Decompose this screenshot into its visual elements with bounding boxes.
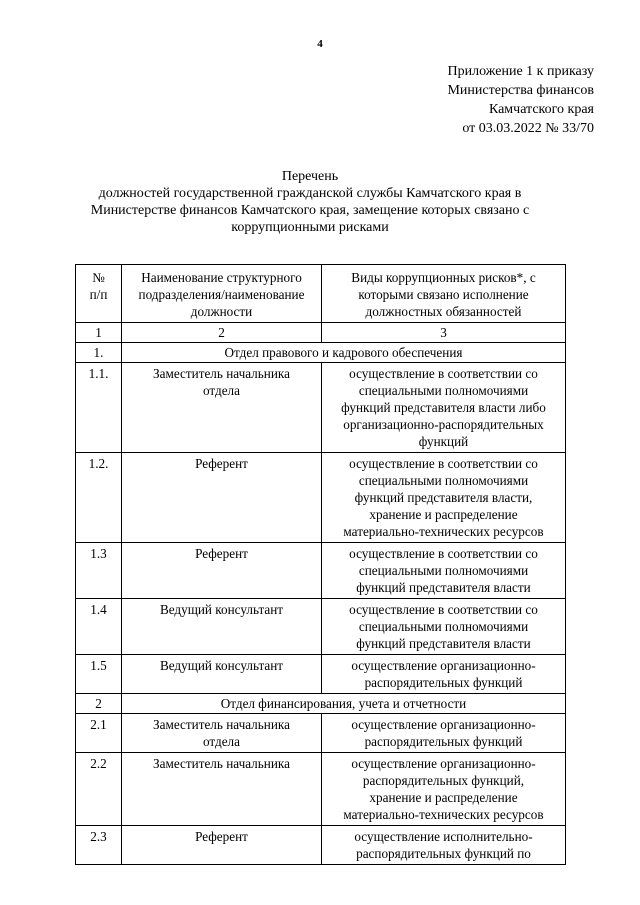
appendix-line: Министерства финансов bbox=[447, 83, 594, 98]
section-number-cell: 1. bbox=[76, 343, 122, 363]
table-row bbox=[76, 714, 566, 753]
header-text: должностных обязанностей bbox=[365, 304, 522, 319]
section-row bbox=[76, 343, 566, 363]
risk-text: хранение и распределение bbox=[369, 790, 518, 805]
column-number-cell: 3 bbox=[322, 323, 566, 343]
row-number-cell: 1.2. bbox=[76, 453, 122, 543]
title-line: Министерстве финансов Камчатского края, замещение которых связано с bbox=[90, 203, 530, 218]
risk-text: осуществление в соответствии со bbox=[349, 602, 538, 617]
risk-text: организационно-распорядительных bbox=[343, 417, 544, 432]
row-number-cell: 2.2 bbox=[76, 753, 122, 826]
risk-text: осуществление организационно- bbox=[351, 658, 536, 673]
table-body bbox=[76, 265, 566, 865]
position-text: Заместитель начальника bbox=[153, 756, 290, 771]
table-row bbox=[76, 753, 566, 826]
risk-text: материально-технических ресурсов bbox=[343, 524, 544, 539]
header-text: Виды коррупционных рисков*, с bbox=[351, 270, 536, 285]
table-header-row bbox=[76, 265, 566, 323]
risk-text: специальными полномочиями bbox=[358, 473, 529, 488]
header-position-cell bbox=[122, 265, 322, 323]
position-text: Референт bbox=[195, 829, 248, 844]
row-number-cell: 1.4 bbox=[76, 599, 122, 655]
risk-text: функций представителя власти либо bbox=[341, 400, 546, 415]
table-row bbox=[76, 655, 566, 694]
risk-text: функций представителя власти bbox=[356, 580, 531, 595]
risk-text: осуществление в соответствии со bbox=[349, 546, 538, 561]
title-heading: Перечень bbox=[281, 169, 339, 184]
row-position-cell bbox=[122, 753, 322, 826]
risk-text: функций bbox=[418, 434, 469, 449]
header-text: п/п bbox=[89, 287, 108, 302]
risk-text: осуществление организационно- bbox=[351, 756, 536, 771]
position-text: отдела bbox=[202, 383, 240, 398]
table-row bbox=[76, 543, 566, 599]
header-text: которыми связано исполнение bbox=[358, 287, 529, 302]
positions-table bbox=[75, 264, 566, 865]
risk-text: распорядительных функций, bbox=[362, 773, 525, 788]
risk-text: функций представителя власти, bbox=[354, 490, 533, 505]
position-text: Референт bbox=[195, 456, 248, 471]
position-text: Ведущий консультант bbox=[159, 658, 284, 673]
table-row bbox=[76, 453, 566, 543]
position-text: Заместитель начальника bbox=[153, 717, 290, 732]
section-title-cell: Отдел правового и кадрового обеспечения bbox=[122, 343, 566, 363]
row-risk-cell bbox=[322, 753, 566, 826]
row-position-cell bbox=[122, 599, 322, 655]
risk-text: специальными полномочиями bbox=[358, 383, 529, 398]
table-row bbox=[76, 599, 566, 655]
row-risk-cell bbox=[322, 826, 566, 865]
row-number-cell: 1.3 bbox=[76, 543, 122, 599]
appendix-block bbox=[447, 62, 594, 138]
section-title-cell: Отдел финансирования, учета и отчетности bbox=[122, 694, 566, 714]
position-text: Ведущий консультант bbox=[159, 602, 284, 617]
table-row bbox=[76, 363, 566, 453]
risk-text: осуществление организационно- bbox=[351, 717, 536, 732]
row-position-cell bbox=[122, 543, 322, 599]
row-number-cell: 2.1 bbox=[76, 714, 122, 753]
position-text: Референт bbox=[195, 546, 248, 561]
row-number-cell: 1.1. bbox=[76, 363, 122, 453]
risk-text: функций представителя власти bbox=[356, 636, 531, 651]
header-text: подразделения/наименование bbox=[138, 287, 305, 302]
row-position-cell bbox=[122, 363, 322, 453]
page-number: 4 bbox=[317, 38, 323, 50]
risk-text: материально-технических ресурсов bbox=[343, 807, 544, 822]
row-risk-cell bbox=[322, 543, 566, 599]
risk-text: распорядительных функций bbox=[364, 675, 523, 690]
row-number-cell: 2.3 bbox=[76, 826, 122, 865]
header-number-cell bbox=[76, 265, 122, 323]
row-position-cell bbox=[122, 453, 322, 543]
section-number-cell: 2 bbox=[76, 694, 122, 714]
header-risk-cell bbox=[322, 265, 566, 323]
header-text: Наименование структурного bbox=[141, 270, 302, 285]
appendix-date-line: от 03.03.2022 № 33/70 bbox=[462, 121, 594, 136]
appendix-line: Камчатского края bbox=[488, 102, 594, 117]
risk-text: распорядительных функций bbox=[364, 734, 523, 749]
row-risk-cell bbox=[322, 453, 566, 543]
row-risk-cell bbox=[322, 363, 566, 453]
row-number-cell: 1.5 bbox=[76, 655, 122, 694]
appendix-line: Приложение 1 к приказу bbox=[447, 64, 594, 79]
position-text: отдела bbox=[202, 734, 240, 749]
risk-text: осуществление в соответствии со bbox=[349, 456, 538, 471]
row-position-cell bbox=[122, 714, 322, 753]
title-line: коррупционными рисками bbox=[231, 220, 389, 235]
header-text: № bbox=[92, 270, 105, 285]
risk-text: осуществление в соответствии со bbox=[349, 366, 538, 381]
section-row bbox=[76, 694, 566, 714]
row-position-cell bbox=[122, 655, 322, 694]
position-text: Заместитель начальника bbox=[153, 366, 290, 381]
risk-text: осуществление исполнительно- bbox=[354, 829, 533, 844]
column-number-row bbox=[76, 323, 566, 343]
row-risk-cell bbox=[322, 599, 566, 655]
title-line: должностей государственной гражданской службы Камчатского края в bbox=[98, 186, 522, 201]
header-text: должности bbox=[190, 304, 253, 319]
row-risk-cell bbox=[322, 655, 566, 694]
risk-text: хранение и распределение bbox=[369, 507, 518, 522]
column-number-cell: 2 bbox=[122, 323, 322, 343]
document-title bbox=[60, 168, 560, 236]
risk-text: специальными полномочиями bbox=[358, 563, 529, 578]
table-row bbox=[76, 826, 566, 865]
column-number-cell: 1 bbox=[76, 323, 122, 343]
risk-text: специальными полномочиями bbox=[358, 619, 529, 634]
row-risk-cell bbox=[322, 714, 566, 753]
risk-text: распорядительных функций по bbox=[356, 846, 531, 861]
row-position-cell bbox=[122, 826, 322, 865]
